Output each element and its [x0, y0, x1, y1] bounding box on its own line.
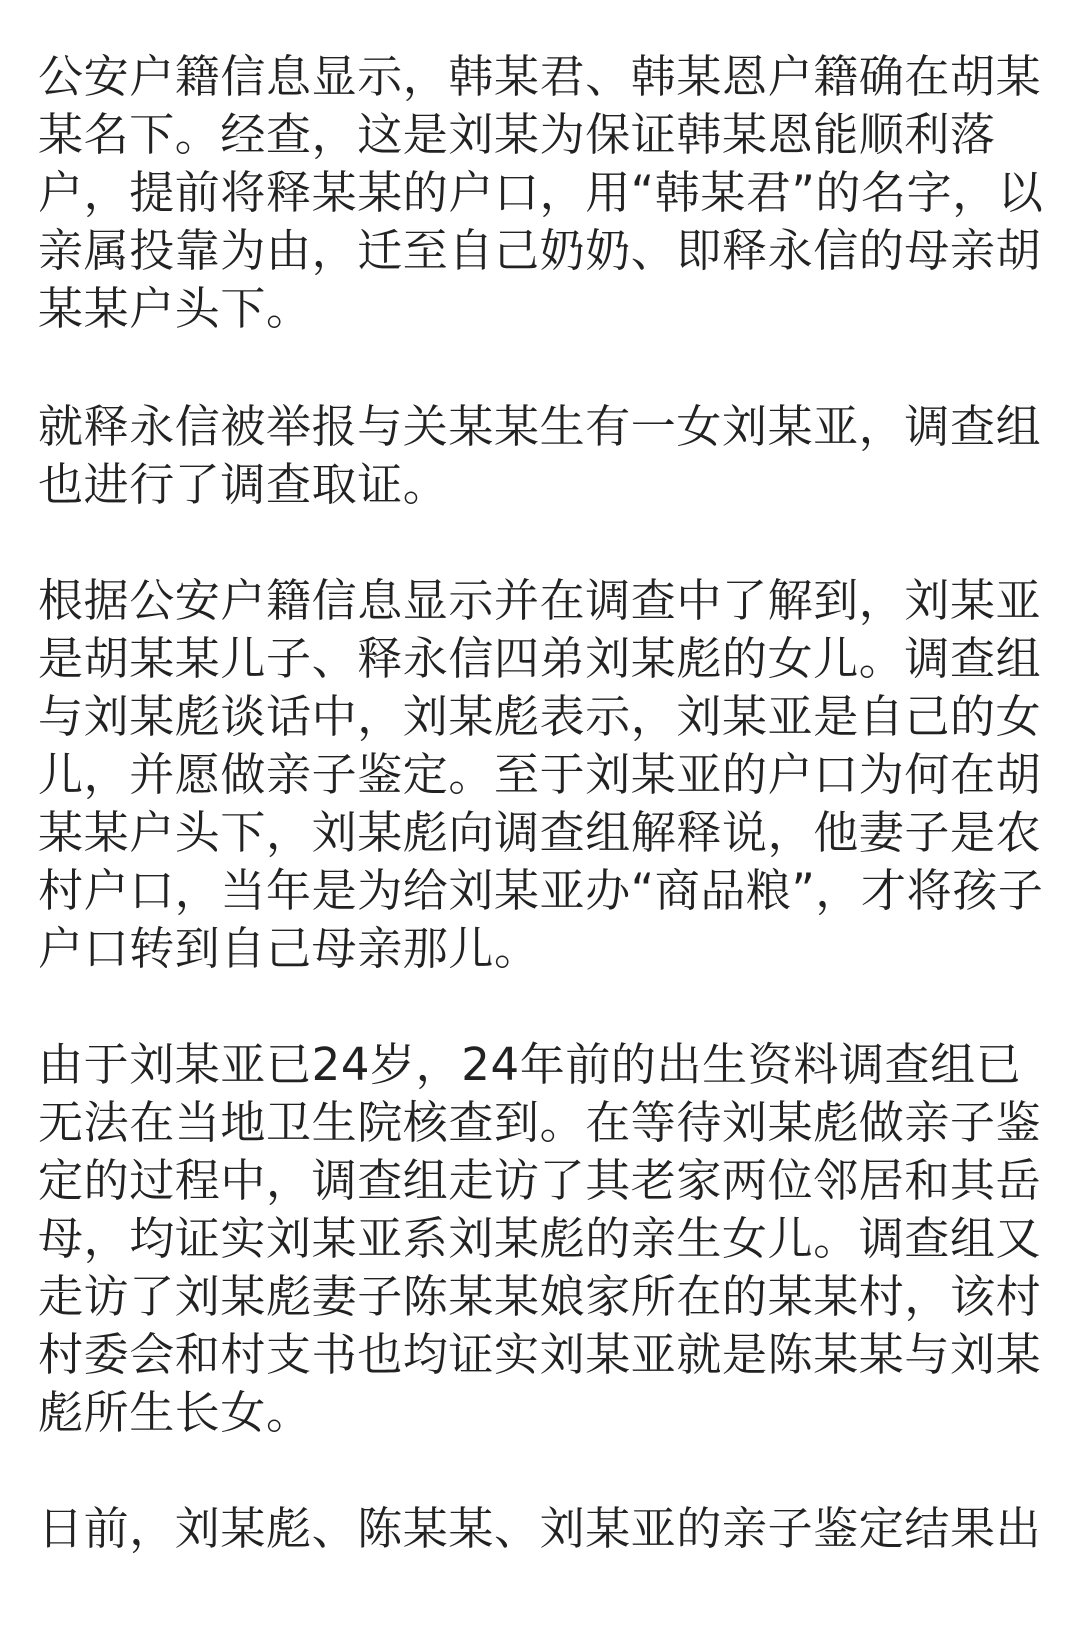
- text-line: 彪所生长女。: [38, 1386, 312, 1439]
- paragraph-2: [38, 398, 1042, 514]
- paragraph-3: [38, 572, 1042, 978]
- text-line: 与刘某彪谈话中，刘某彪表示，刘某亚是自己的女: [38, 690, 1042, 743]
- text-line: 某某户头下，刘某彪向调查组解释说，他妻子是农: [38, 806, 1042, 859]
- text-line: 某某户头下。: [38, 282, 312, 335]
- text-line: 是胡某某儿子、释永信四弟刘某彪的女儿。调查组: [38, 632, 1042, 685]
- text-line: 定的过程中，调查组走访了其老家两位邻居和其岳: [38, 1154, 1042, 1207]
- text-line: 村委会和村支书也均证实刘某亚就是陈某某与刘某: [38, 1328, 1042, 1381]
- text-line: 也进行了调查取证。: [38, 458, 449, 511]
- text-line: 村户口，当年是为给刘某亚办“商品粮”，才将孩子: [38, 864, 1044, 917]
- text-line: 户口转到自己母亲那儿。: [38, 922, 540, 975]
- text-line: 某名下。经查，这是刘某为保证韩某恩能顺利落: [38, 108, 996, 161]
- text-line: 无法在当地卫生院核查到。在等待刘某彪做亲子鉴: [38, 1096, 1042, 1149]
- text-line: 户，提前将释某某的户口，用“韩某君”的名字，以: [38, 166, 1044, 219]
- paragraph-1: [38, 48, 1042, 338]
- text-line: 儿，并愿做亲子鉴定。至于刘某亚的户口为何在胡: [38, 748, 1042, 801]
- text-line: 走访了刘某彪妻子陈某某娘家所在的某某村，该村: [38, 1270, 1042, 1323]
- text-line: 就释永信被举报与关某某生有一女刘某亚，调查组: [38, 400, 1042, 453]
- text-line: 亲属投靠为由，迁至自己奶奶、即释永信的母亲胡: [38, 224, 1042, 277]
- text-line: 根据公安户籍信息显示并在调查中了解到，刘某亚: [38, 574, 1042, 627]
- text-line: 公安户籍信息显示，韩某君、韩某恩户籍确在胡某: [38, 50, 1042, 103]
- paragraph-5: [38, 1500, 1042, 1558]
- text-line: 日前，刘某彪、陈某某、刘某亚的亲子鉴定结果出: [38, 1502, 1042, 1555]
- paragraph-4: [38, 1036, 1042, 1442]
- text-line: 母，均证实刘某亚系刘某彪的亲生女儿。调查组又: [38, 1212, 1042, 1265]
- text-line: 由于刘某亚已24岁，24年前的出生资料调查组已: [38, 1038, 1022, 1091]
